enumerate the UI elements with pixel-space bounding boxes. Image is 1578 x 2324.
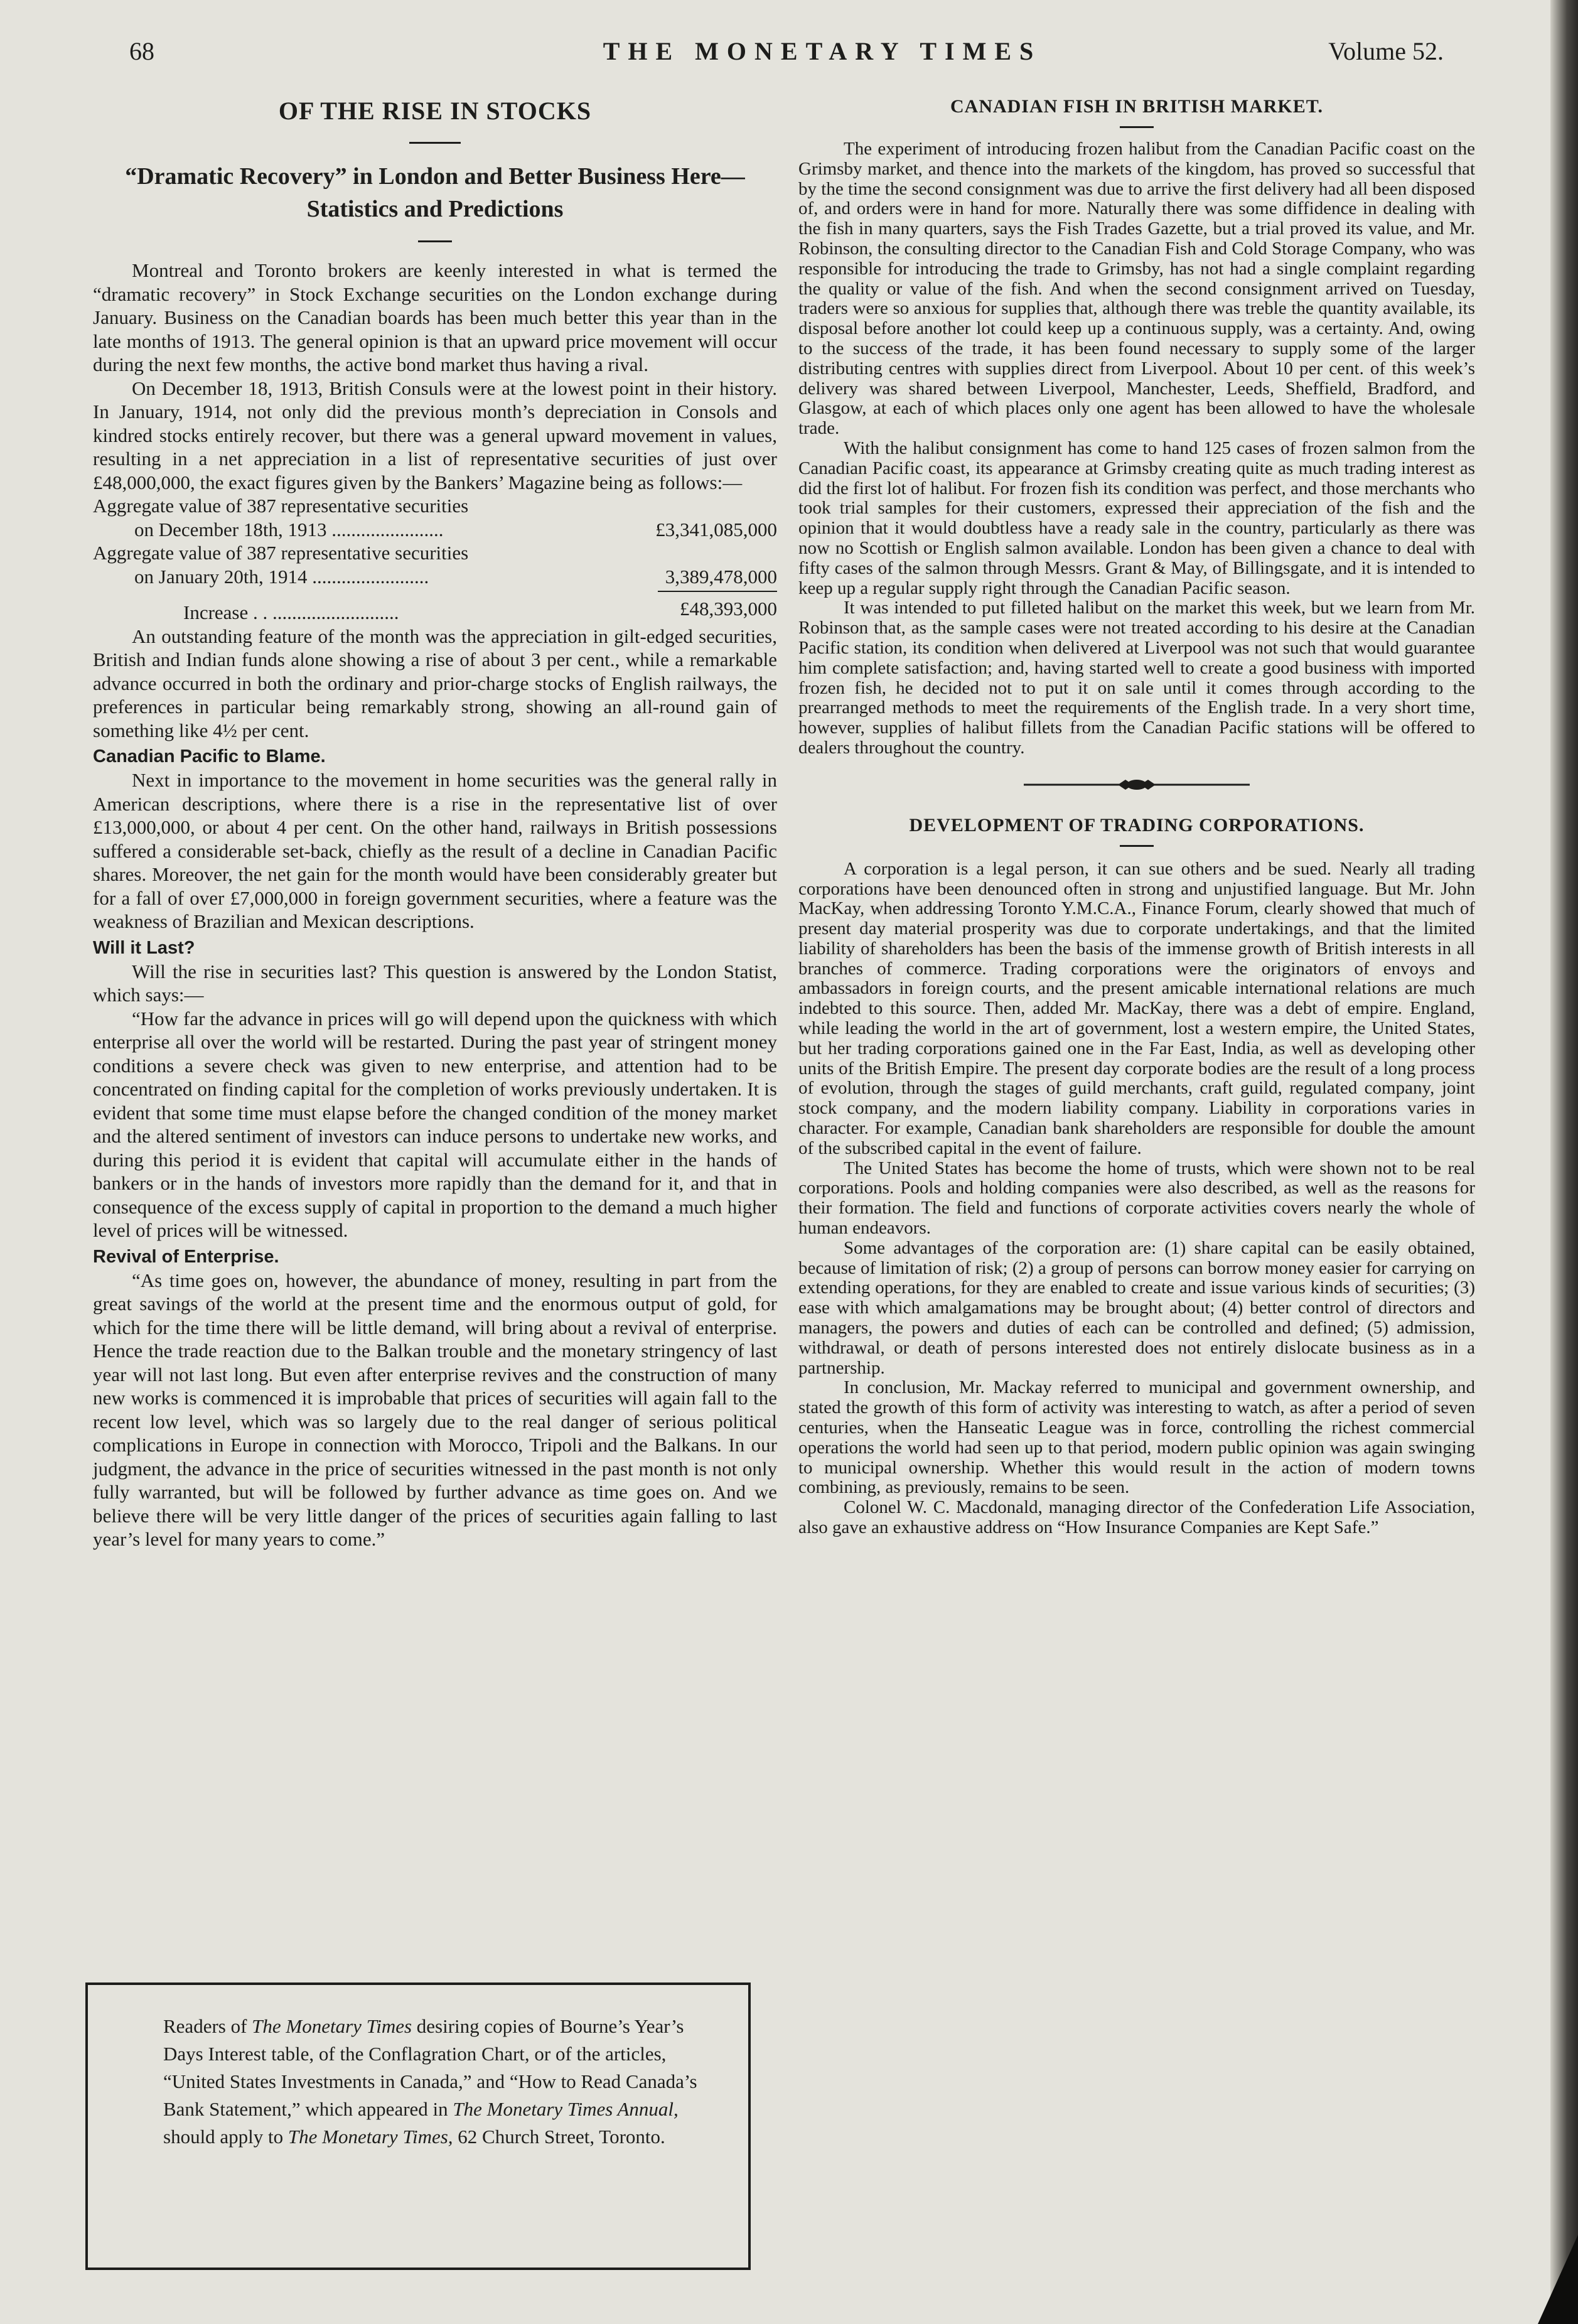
- quote-paragraph: “As time goes on, however, the abundance of money, resulting in part from the great savings of the world at the present time and the enormous output of gold, for which for the time there will be little demand, will bring about a revival of enterprise. Hence the trade reaction due to the Balkan trouble and the monetary stringency of last year will not last long. But even after enterprise revives and the construction of many new works is commenced it is improbable that prices of securities will again fall to the recent low level, which was so largely due to the real danger of serious political complications in Europe in connection with Morocco, Tripoli and the Balkans. In our judgment, the advance in the price of securities witnessed in the past month is not only fully warranted, but will be followed by further advance as time goes on. And we believe there will be very little danger of the prices of securities again falling to last year’s level for many years to come.”: [93, 1269, 777, 1550]
- page-number: 68: [129, 37, 154, 65]
- paragraph: An outstanding feature of the month was the appreciation in gilt-edged securities, British and Indian funds alone showing a rise of about 3 per cent., while a remarkable advance occurred in both the ordinary and prior-charge stocks of English railways, the preferences in particular being remarkably strong, showing an all-round gain of something like 4½ per cent.: [93, 625, 777, 741]
- paragraph: Montreal and Toronto brokers are keenly interested in what is termed the “dramatic recovery” in Stock Exchange securities on the London exchange during January. Business on the Canadian boards has been much better this year than in the late months of 1913. The general opinion is that an upward price movement will occur during the next few months, the active bond market thus having a rival.: [93, 259, 777, 375]
- section-ornament: [1024, 772, 1250, 797]
- paragraph: Next in importance to the movement in home securities was the general rally in American descriptions, where there is a rise in the representative list of over £13,000,000, or about 4 per cent. On the other hand, railways in British possessions suffered a considerable set-back, chiefly as the result of a decline in Canadian Pacific shares. Moreover, the net gain for the month would have been considerably greater but for a fall of over £7,000,000 in foreign government securities, where a feature was the weakness of Brazilian and Mexican descriptions.: [93, 769, 777, 932]
- notice-title-italic: The Monetary Times,: [287, 2126, 453, 2148]
- aggregate-label: Aggregate value of 387 representative securities: [93, 495, 469, 517]
- left-column: [93, 91, 777, 1551]
- subheading-revival: Revival of Enterprise.: [93, 1246, 279, 1267]
- notice-text-part: 62 Church Street, Toronto.: [453, 2126, 665, 2148]
- notice-text-part: desiring copies of Bourne’s Year’s Days Interest table, of the Conflagration Chart, or of the articles, “United States Investments in Canada,” and “How to Read Canada’s Bank Statement,” which appeared in: [163, 2015, 697, 2120]
- paragraph: In conclusion, Mr. Mackay referred to municipal and government ownership, and stated the growth of this form of activity was interesting to watch, as after a period of seven centuries, when the Hanseatic League was in force, controlling the richest commercial operations the world had seen up to that period, modern public opinion was again swinging to municipal ownership. Whether this would result in the action of modern towns combining, as previously, remains to be seen.: [798, 1377, 1475, 1498]
- aggregate-value: 3,389,478,000: [665, 565, 777, 588]
- paragraph: Colonel W. C. Macdonald, managing director of the Confederation Life Association, also gave an exhaustive address on “How Insurance Companies are Kept Safe.”: [798, 1497, 1475, 1537]
- article-title-canadian-fish: CANADIAN FISH IN BRITISH MARKET.: [950, 96, 1324, 117]
- volume-label: Volume 52.: [1328, 37, 1444, 65]
- aggregate-date: on December 18th, 1913 .......................: [134, 518, 444, 541]
- aggregate-value: £3,341,085,000: [655, 518, 777, 541]
- subheading-canadian-pacific: Canadian Pacific to Blame.: [93, 746, 326, 767]
- deck-rule: [418, 240, 452, 242]
- paragraph: It was intended to put filleted halibut on the market this week, but we learn from Mr. Robinson that, as the sample cases were not treated according to his desire at the Canadian Pacific station, its condition when delivered at Liverpool was not such that would guarantee him complete satisfaction; and, having started well to create a good business with imported frozen fish, he decided not to put it on sale until it comes through according to the prearranged methods to meet the requirements of the English trade. In a very short time, however, supplies of halibut fillets from the Canadian Pacific stations will be offered to dealers throughout the country.: [798, 598, 1475, 758]
- title-rule: [1120, 845, 1154, 847]
- aggregate-date: on January 20th, 1914 ........................: [134, 565, 429, 588]
- title-rule: [1120, 126, 1154, 128]
- notice-text: [163, 2013, 709, 2151]
- paragraph: The experiment of introducing frozen halibut from the Canadian Pacific coast on the Grimsby market, and thence into the markets of the kingdom, has proved so successful that by the time the second consignment was due to arrive the first delivery had all been disposed of, and orders were in hand for more. Naturally there was some diffidence in dealing with the fish in many quarters, says the Fish Trades Gazette, but a trial proved its value, and Mr. Robinson, the consulting director to the Canadian Fish and Cold Storage Company, who was responsible for introducing the trade to Grimsby, has not had a single complaint regarding the quality or value of the fish. And when the second consignment arrived on Tuesday, traders were so anxious for supplies that, although there was treble the quantity available, its disposal before another lot could keep up a continuous supply, was a certainty. And, owing to the success of the trade, it has been found necessary to supply some of the larger distributing centres with supplies direct from Liverpool. About 10 per cent. of this week’s delivery was shared between Liverpool, Manchester, Leeds, Sheffield, Bradford, and Glasgow, at each of which places only one agent has been allowed to have the wholesale trade.: [798, 139, 1475, 439]
- notice-text-part: Readers of: [163, 2015, 252, 2037]
- paragraph: With the halibut consignment has come to hand 125 cases of frozen salmon from the Canadian Pacific coast, its appearance at Grimsby creating quite as much trading interest as did the first lot of halibut. For frozen fish its condition was perfect, and those merchants who took trial samples for their customers, expressed their appreciation of the fish and the opinion that it would doubtless have a ready sale in the country, particularly as there was now no Scottish or English salmon available. London has been given a chance to deal with fifty cases of the salmon through Messrs. Grant & May, of Billingsgate, and it is intended to keep up a regular supply right through the Canadian Pacific season.: [798, 438, 1475, 598]
- right-column: [798, 91, 1475, 1538]
- notice-title-italic: The Monetary Times: [252, 2015, 412, 2037]
- article-title-trading-corporations: DEVELOPMENT OF TRADING CORPORATIONS.: [909, 814, 1365, 836]
- increase-value: £48,393,000: [680, 598, 777, 620]
- increase-label: Increase . . ..........................: [183, 601, 399, 623]
- notice-box: [85, 1982, 751, 2270]
- paragraph: On December 18, 1913, British Consuls were at the lowest point in their history. In January, 1914, not only did the previous month’s depreciation in Consols and kindred stocks entirely recover, but there was a general upward movement in values, resulting in a net appreciation in a list of representative securities of just over £48,000,000, the exact figures given by the Bankers’ Magazine being as follows:—: [93, 377, 777, 493]
- sum-rule: [658, 591, 777, 592]
- quote-paragraph: “How far the advance in prices will go will depend upon the quickness with which enterprise all over the world will be restarted. During the past year of stringent money conditions a severe check was given to new enterprise, and attention had to be concentrated on finding capital for the completion of works previously undertaken. It is evident that some time must elapse before the changed condition of the money market and the altered sentiment of investors can induce persons to undertake new works, and during this period it is evident that capital will accumulate either in the hands of bankers or in the hands of investors more rapidly than the demand for it, and that in consequence of the excess supply of capital in proportion to the demand a much higher level of prices will be witnessed.: [93, 1007, 777, 1241]
- page-edge-shadow: [1550, 0, 1578, 2324]
- paragraph: Some advantages of the corporation are: (1) share capital can be easily obtained, because of limitation of risk; (2) a group of persons can borrow money easier for carrying on extending operations, for they are enabled to create and issue various kinds of securities; (3) ease with which amalgamations may be brought about; (4) better control of directors and managers, the powers and duties of each can be controlled and defined; (5) admission, withdrawal, or death of persons interested does not entirely dislocate business as in a partnership.: [798, 1237, 1475, 1378]
- notice-text-part: should apply to: [163, 2126, 288, 2148]
- ornament-divider-icon: [1024, 772, 1250, 797]
- paragraph: A corporation is a legal person, it can sue others and be sued. Nearly all trading corporations have been denounced often in strong and unjustified language. But Mr. John MacKay, when addressing Toronto Y.M.C.A., Finance Forum, clearly showed that much of present day material prosperity was due to corporate undertakings, and that the limited liability of shareholders has been the basis of the immense growth of British interests in all branches of commerce. Trading corporations were the originators of envoys and ambassadors in foreign courts, and the present amicable international relations are much indebted to this source. Then, added Mr. MacKay, there was a debt of empire. England, while leading the world in the art of government, lost a western empire, the United States, but her trading corporations gained one in the Far East, India, as well as developing other units of the British Empire. The present day corporate bodies are the result of a long process of evolution, through the stages of guild merchants, craft guild, regulated company, joint stock company, and the modern liability company. Liability in corporations varies in character. For example, Canadian bank shareholders are responsible for double the amount of the subscribed capital in the event of failure.: [798, 858, 1475, 1158]
- title-rule: [409, 142, 461, 144]
- aggregate-table: [93, 494, 777, 625]
- publication-title: THE MONETARY TIMES: [603, 37, 1042, 65]
- paragraph: The United States has become the home of trusts, which were shown not to be real corporations. Pools and holding companies were also described, as well as the reasons for their formation. The field and functions of corporate activities covers nearly the whole of human endeavors.: [798, 1158, 1475, 1239]
- notice-title-italic: The Monetary Times Annual,: [453, 2098, 679, 2120]
- article-deck: “Dramatic Recovery” in London and Better Business Here—Statistics and Predictions: [125, 163, 745, 222]
- aggregate-label: Aggregate value of 387 representative securities: [93, 542, 469, 564]
- subheading-will-it-last: Will it Last?: [93, 937, 195, 958]
- paragraph: Will the rise in securities last? This question is answered by the London Statist, which says:—: [93, 960, 777, 1006]
- article-title-rise-in-stocks: OF THE RISE IN STOCKS: [278, 97, 592, 125]
